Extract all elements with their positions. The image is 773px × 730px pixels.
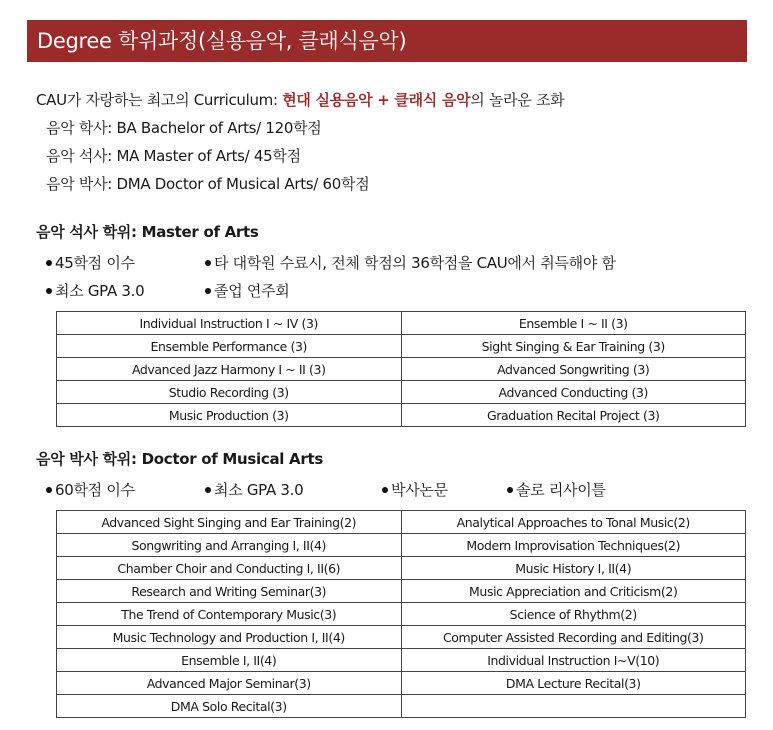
course-cell: Chamber Choir and Conducting I, II(6) <box>57 557 402 580</box>
table-row <box>57 404 746 427</box>
course-cell: Music Appreciation and Criticism(2) <box>401 580 746 603</box>
page-banner: Degree 학위과정(실용음악, 클래식음악) <box>27 20 747 62</box>
table-row <box>57 534 746 557</box>
bullet-dot <box>46 288 52 294</box>
table-row <box>57 695 746 718</box>
course-cell: Computer Assisted Recording and Editing(3) <box>401 626 746 649</box>
course-cell: Advanced Jazz Harmony I ~ II (3) <box>57 358 402 381</box>
intro-prefix: CAU가 자랑하는 최고의 Curriculum: <box>36 91 283 109</box>
bullet-dot <box>382 487 388 493</box>
bullet-dot <box>205 487 211 493</box>
course-cell: Music Technology and Production I, II(4) <box>57 626 402 649</box>
table-row <box>57 626 746 649</box>
bullet-text: 솔로 리사이틀 <box>516 481 606 499</box>
course-cell: Advanced Songwriting (3) <box>401 358 746 381</box>
bullet-dot <box>205 260 211 266</box>
doctorate-course-table <box>56 510 746 718</box>
table-row <box>57 358 746 381</box>
course-cell: The Trend of Contemporary Music(3) <box>57 603 402 626</box>
course-cell: Music History I, II(4) <box>401 557 746 580</box>
table-row <box>57 580 746 603</box>
table-row <box>57 335 746 358</box>
course-cell: Graduation Recital Project (3) <box>401 404 746 427</box>
doctorate-bullet-recital <box>507 480 606 500</box>
table-row <box>57 603 746 626</box>
masters-bullet-credits <box>46 253 135 273</box>
bullet-text: 최소 GPA 3.0 <box>55 282 145 300</box>
degree-ma: 음악 석사: MA Master of Arts/ 45학점 <box>46 147 301 165</box>
course-cell: DMA Lecture Recital(3) <box>401 672 746 695</box>
intro-suffix: 의 놀라운 조화 <box>470 91 565 109</box>
masters-bullet-transfer <box>205 253 616 273</box>
course-cell: Music Production (3) <box>57 404 402 427</box>
table-row <box>57 672 746 695</box>
course-cell: Ensemble I, II(4) <box>57 649 402 672</box>
doctorate-bullet-credits <box>46 480 135 500</box>
masters-bullet-gpa <box>46 281 144 301</box>
course-cell: Ensemble I ~ II (3) <box>401 312 746 335</box>
course-cell: Advanced Sight Singing and Ear Training(2) <box>57 511 402 534</box>
masters-bullet-recital <box>205 281 289 301</box>
course-cell: Modern Improvisation Techniques(2) <box>401 534 746 557</box>
course-cell: Research and Writing Seminar(3) <box>57 580 402 603</box>
course-cell: Advanced Major Seminar(3) <box>57 672 402 695</box>
bullet-dot <box>46 260 52 266</box>
bullet-text: 박사논문 <box>391 481 448 499</box>
course-cell <box>401 695 746 718</box>
intro-highlight: 현대 실용음악 + 클래식 음악 <box>282 91 471 109</box>
bullet-dot <box>46 487 52 493</box>
bullet-text: 최소 GPA 3.0 <box>214 481 304 499</box>
table-row <box>57 312 746 335</box>
doctorate-bullet-thesis <box>382 480 448 500</box>
table-row <box>57 381 746 404</box>
degree-dma: 음악 박사: DMA Doctor of Musical Arts/ 60학점 <box>46 175 370 193</box>
bullet-text: 45학점 이수 <box>55 254 135 272</box>
course-cell: Individual Instruction I~V(10) <box>401 649 746 672</box>
table-row <box>57 649 746 672</box>
masters-title: 음악 석사 학위: Master of Arts <box>36 223 259 241</box>
degree-ba: 음악 학사: BA Bachelor of Arts/ 120학점 <box>46 119 322 137</box>
bullet-dot <box>205 288 211 294</box>
masters-course-table <box>56 311 746 427</box>
table-row <box>57 557 746 580</box>
doctorate-title: 음악 박사 학위: Doctor of Musical Arts <box>36 450 323 468</box>
course-cell: Analytical Approaches to Tonal Music(2) <box>401 511 746 534</box>
bullet-text: 졸업 연주회 <box>214 282 290 300</box>
course-cell: Science of Rhythm(2) <box>401 603 746 626</box>
course-cell: Individual Instruction I ~ IV (3) <box>57 312 402 335</box>
course-cell: Songwriting and Arranging I, II(4) <box>57 534 402 557</box>
bullet-text: 60학점 이수 <box>55 481 135 499</box>
course-cell: Studio Recording (3) <box>57 381 402 404</box>
course-cell: DMA Solo Recital(3) <box>57 695 402 718</box>
table-row <box>57 511 746 534</box>
intro-line <box>36 90 564 110</box>
course-cell: Advanced Conducting (3) <box>401 381 746 404</box>
bullet-dot <box>507 487 513 493</box>
doctorate-bullet-gpa <box>205 480 303 500</box>
course-cell: Sight Singing & Ear Training (3) <box>401 335 746 358</box>
course-cell: Ensemble Performance (3) <box>57 335 402 358</box>
bullet-text: 타 대학원 수료시, 전체 학점의 36학점을 CAU에서 취득해야 함 <box>214 254 616 272</box>
